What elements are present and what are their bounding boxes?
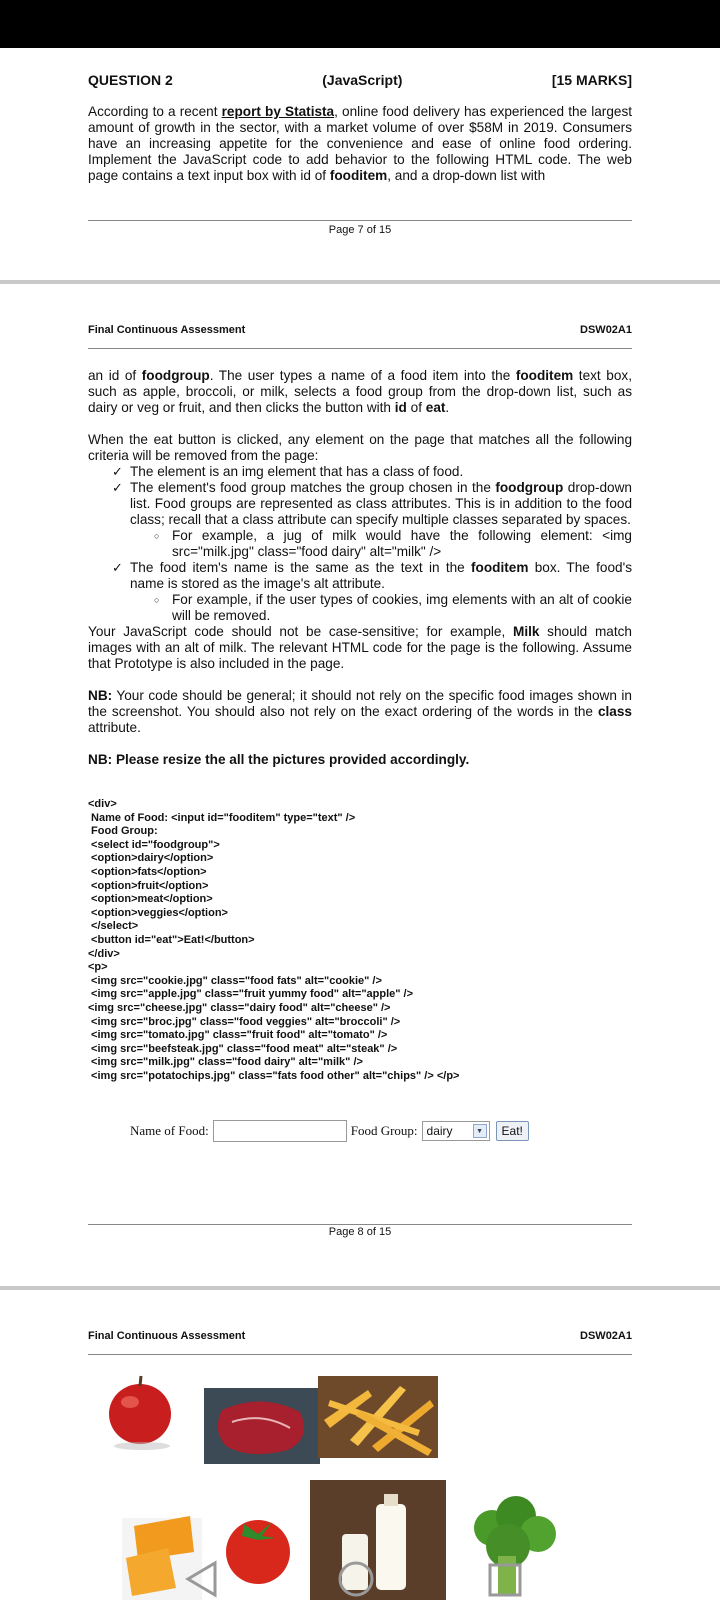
question-number: QUESTION 2 (88, 72, 173, 88)
question-header (88, 72, 632, 88)
header-code: DSW02A1 (580, 1330, 632, 1342)
document-page-7 (0, 48, 720, 280)
criterion-2-example: ○ For example, a jug of milk would have the following element: <img src="milk.jpg" class="food dairy" alt="milk" /> (172, 528, 632, 560)
status-bar (0, 0, 720, 48)
chevron-down-icon: ▼ (473, 1124, 487, 1138)
nav-bar (0, 1555, 720, 1600)
criterion-2 (130, 480, 632, 560)
food-group-label: Food Group: (350, 1123, 418, 1138)
page-footer: Page 7 of 15 (328, 224, 392, 236)
document-page-8 (0, 284, 720, 1286)
criterion-1: ✓ The element is an img element that has a class of food. (130, 464, 632, 480)
food-pictures (0, 1290, 720, 1600)
html-code-listing: <div> Name of Food: <input id="fooditem" type="text" /> Food Group: <select id="foodgroup"> <option>dairy</option> <option>fats</option> <option>fruit</option> <option>meat</option> <option>veggies</option> </select> <button id="eat">Eat!</button> </div> <p> <img src="cookie.jpg" class="food fats" alt="cookie" /> <img src="apple.jpg" class="fruit yummy food" alt="apple" /> <img src="cheese.jpg" class="dairy food" alt="cheese" /> <img src="broc.jpg" class="food veggies" alt="broccoli" /> <img src="tomato.jpg" class="fruit food" alt="tomato" /> <img src="beefsteak.jpg" class="food meat" alt="steak" /> <img src="milk.jpg" class="food dairy" alt="milk" /> <img src="potatochips.jpg" class="fats food other" alt="chips" /> </p> (88, 798, 460, 1082)
fries-picture (318, 1376, 438, 1458)
foodgroup-selected: dairy (426, 1124, 453, 1138)
header-course: Final Continuous Assessment (88, 324, 246, 336)
fooditem-input[interactable] (213, 1120, 347, 1142)
example-form-screenshot (130, 1120, 529, 1142)
name-of-food-label: Name of Food: (130, 1123, 209, 1138)
header-divider (88, 348, 632, 349)
criterion-2-text: The element's food group matches the group chosen in the foodgroup drop-down list. Food groups are represented as class attributes. This is in addition to the food class; recall that a class attribute can specify multiple classes separated by spaces. (130, 480, 632, 527)
eat-button[interactable]: Eat! (496, 1121, 529, 1141)
page-footer: Page 8 of 15 (328, 1226, 392, 1238)
steak-picture (204, 1388, 320, 1464)
paragraph-2: When the eat button is clicked, any element on the page that matches all the following criteria will be removed from the page: (88, 432, 632, 463)
note-2: NB: Please resize the all the pictures provided accordingly. (88, 752, 470, 767)
back-icon[interactable] (188, 1563, 215, 1595)
home-icon[interactable] (340, 1563, 372, 1595)
body-text (88, 368, 632, 768)
page-header (88, 324, 632, 336)
criteria-list (88, 464, 632, 624)
recents-icon[interactable] (490, 1565, 520, 1595)
paragraph-3: Your JavaScript code should not be case-sensitive; for example, Milk should match images with an alt of milk. The relevant HTML code for the page is the following. Assume that Prototype is also included in the page. (88, 624, 632, 671)
foodgroup-select[interactable] (422, 1121, 490, 1141)
header-code: DSW02A1 (580, 324, 632, 336)
question-marks: [15 MARKS] (551, 72, 632, 88)
footer-divider (88, 220, 632, 221)
intro-paragraph: According to a recent report by Statista, online food delivery has experienced the largest amount of growth in the sector, with a market volume of over $58M in 2019. Consumers have an increasing appetite for the convenience and ease of online food ordering. Implement the JavaScript code to add behavior to the following HTML code. The web page contains a text input box with id of fooditem, and a drop-down list with (88, 104, 633, 183)
document-page-9 (0, 1290, 720, 1600)
question-language: (JavaScript) (322, 72, 403, 88)
criterion-3-text: The food item's name is the same as the text in the fooditem box. The food's name is stored as the image's alt attribute. (130, 560, 632, 591)
criterion-3-example: ○ For example, if the user types of cookies, img elements with an alt of cookie will be removed. (172, 592, 632, 624)
paragraph-1: an id of foodgroup. The user types a name of a food item into the fooditem text box, such as apple, broccoli, or milk, selects a food group from the drop-down list, such as dairy or veg or fruit, and then clicks the button with id of eat. (88, 368, 632, 415)
header-course: Final Continuous Assessment (88, 1330, 246, 1342)
apple-picture (109, 1376, 171, 1450)
note-1: NB: Your code should be general; it should not rely on the specific food images shown in the screenshot. You should also not rely on the exact ordering of the words in the class attribute. (88, 688, 632, 735)
criterion-3 (130, 560, 632, 624)
footer-divider (88, 1224, 632, 1225)
